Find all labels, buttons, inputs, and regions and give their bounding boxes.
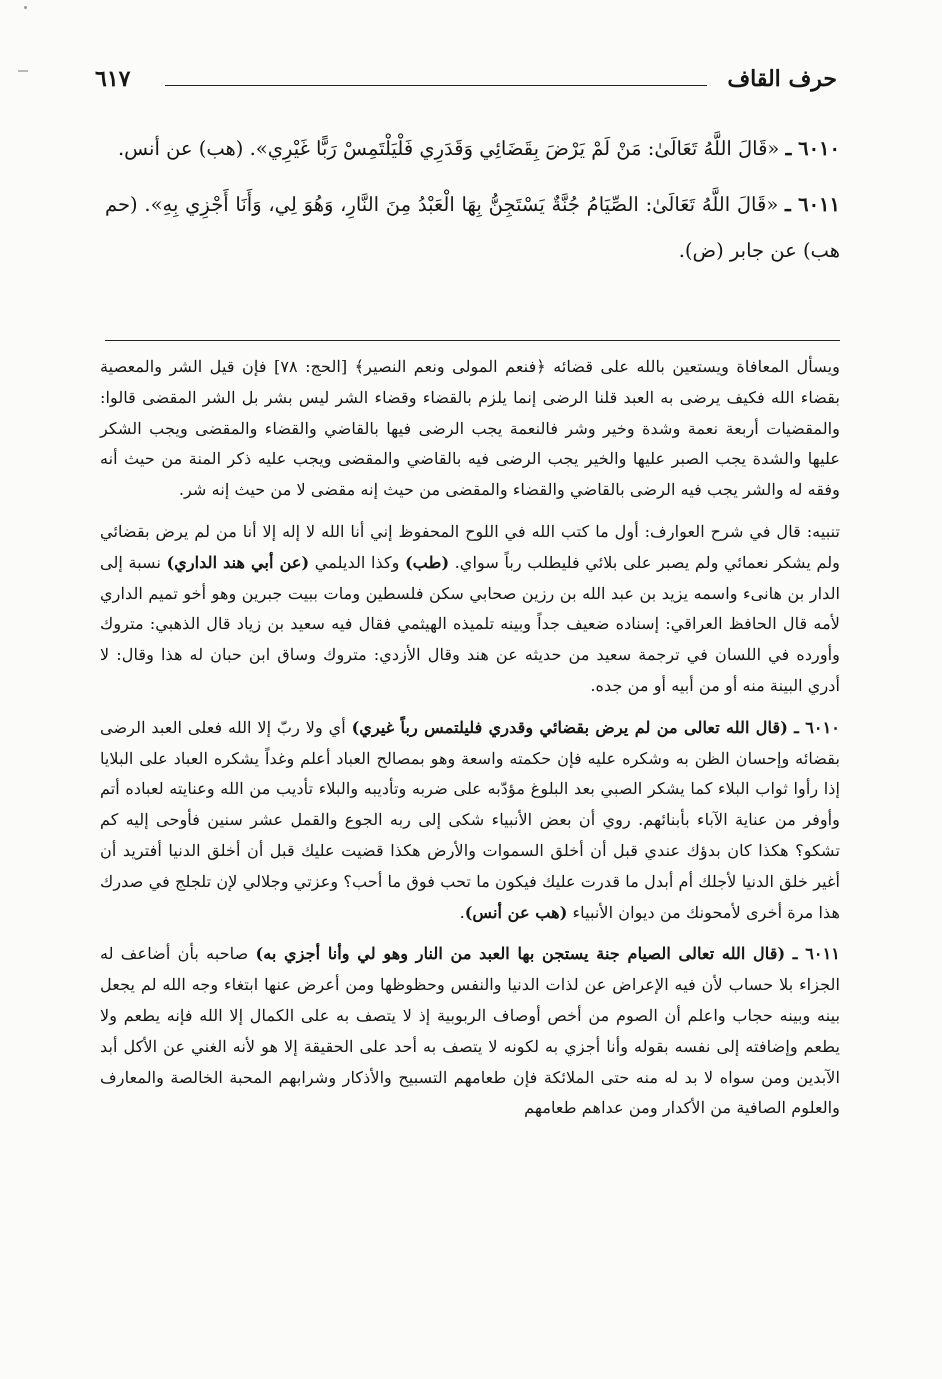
hadith-number: ٦٠١١ ـ: [785, 193, 840, 216]
hadith-source: (حم هب) عن جابر (ض).: [105, 193, 840, 262]
hadith-6011: [105, 182, 840, 274]
hadith-matn: «قَالَ اللَّهُ تَعَالَىٰ: مَنْ لَمْ يَرْضَ بِقَضَائِي وَقَدَرِي فَلْيَلْتَمِسْ رَبًّا غَيْرِي».: [249, 137, 780, 160]
hadith-source: (هب) عن أنس.: [117, 137, 244, 160]
hadith-number: ٦٠١٠ ـ: [785, 137, 840, 160]
page-number: ٦١٧: [95, 66, 131, 92]
scan-speck: [18, 70, 28, 72]
hadith-matn: «قَالَ اللَّهُ تَعَالَىٰ: الصِّيَامُ جُنَّةٌ يَسْتَجِنُّ بِهَا الْعَبْدُ مِنَ النَّارِ، وَهُوَ لِي، وَأَنَا أَجْزِي بِهِ».: [144, 193, 779, 216]
chapter-title: حرف القاف: [727, 66, 837, 92]
commentary-paragraph: تنبيه: قال في شرح العوارف: أول ما كتب الله في اللوح المحفوظ إني أنا الله لا إله إلا أنا من لم يرض بقضائي ولم يشكر نعمائي ولم يصبر على بلائي فليطلب رباً سواي. (طب) وكذا الديلمي (عن أبي هند الداري) نسبة إلى الدار بن هانىء واسمه يزيد بن عبد الله بن رزين صحابي سكن فلسطين ومات ببيت جبرين وهو أخو تميم الداري لأمه قال الحافظ العراقي: إسناده ضعيف جداً وبينه تلميذه الهيثمي فقال فيه سعيد بن زياد قال الذهبي: متروك وأورده في اللسان في ترجمة سعيد من حديثه عن هند وقال الأزدي: متروك وساق ابن حبان له هذا وقال: لا أدري البينة منه أو من أبيه أو من جده.: [100, 521, 840, 695]
hadith-text: [105, 126, 840, 274]
hadith-6010: [105, 126, 840, 172]
commentary-paragraph: ٦٠١٠ ـ (قال الله تعالى من لم يرض بقضائي وقدري فليلتمس رباً غيري) أي ولا ربّ إلا الله فعلى العبد الرضى بقضائه وإحسان الظن به وشكره عليه فإن حكمته واسعة وهو بمصالح العباد أعلم وغداً يشكره العباد على البلايا إذا رأوا ثواب البلاء كما يشكر الصبي بعد البلوغ مؤدّبه على ضربه وتأديبه والبلاء تأديب من الله وعنايته لعباده أتم وأوفر من عناية الآباء بأبنائهم. روي أن بعض الأنبياء شكى إلى ربه الجوع والقمل عشر سنين فأوحى إليه كم تشكو؟ هكذا كان بدؤك عندي قبل أن أخلق السموات والأرض هكذا قضيت عليك قبل أن أخلق الدنيا أفتريد أن أغير خلق الدنيا لأجلك أم أبدل ما قدرت عليك فيكون ما تحب فوق ما أحب؟ وعزتي وجلالي لإن تلجلج في صدرك هذا مرة أخرى لأمحونك من ديوان الأنبياء (هب عن أنس).: [100, 717, 840, 922]
commentary-paragraph: ويسأل المعافاة ويستعين بالله على قضائه ﴿فنعم المولى ونعم النصير﴾ [الحج: ٧٨] فإن قيل الشر والمعصية بقضاء الله فكيف يرضى به العبد قلنا الرضى إنما يلزم بالقضاء وقضاء الشر ليس بشر بل الشر المقضى قالوا: والمقضيات أربعة نعمة وشدة وخير وشر فالنعمة يجب الرضى فيها بالقاضي والقضاء والمقضى ويجب الشكر عليها والشدة يجب الصبر عليها والخير يجب الرضى فيه بالقاضي والمقضى ويجب عليه ذكر المنة من حيث أنه وفقه له والشر يجب فيه الرضى بالقاضي والقضاء والمقضى من حيث إنه مقضى لا من حيث إنه شر.: [100, 357, 840, 500]
running-header: [95, 62, 837, 102]
scan-speck: [24, 6, 27, 9]
commentary-divider: [105, 340, 840, 341]
header-rule: [165, 85, 707, 86]
commentary-paragraph: ٦٠١١ ـ (قال الله تعالى الصيام جنة يستجن بها العبد من النار وهو لي وأنا أجزي به) صاحبه بأن أضاعف له الجزاء بلا حساب لأن فيه الإعراض عن لذات الدنيا والنفس وحظوظها ومن أعرض عنها ابتغاء وجه الله لم يجعل بينه وبينه حجاب واعلم أن الصوم من أخص أوصاف الربوبية إذ لا يتصف به على الكمال إلا الله فإنه يطعم ولا يطعم وإضافته إلى نفسه بقوله وأنا أجزي به لكونه لا يتصف به أحد على الحقيقة إلا هو لأنه الغني عن الأكل أبد الآبدين ومن سواه لا بد له منه حتى الملائكة فإن طعامهم التسبيح والأذكار وشرابهم المحبة الخالصة والمعارف والعلوم الصافية من الأكدار ومن عداهم طعامهم: [100, 944, 840, 1118]
commentary: [100, 352, 840, 1135]
